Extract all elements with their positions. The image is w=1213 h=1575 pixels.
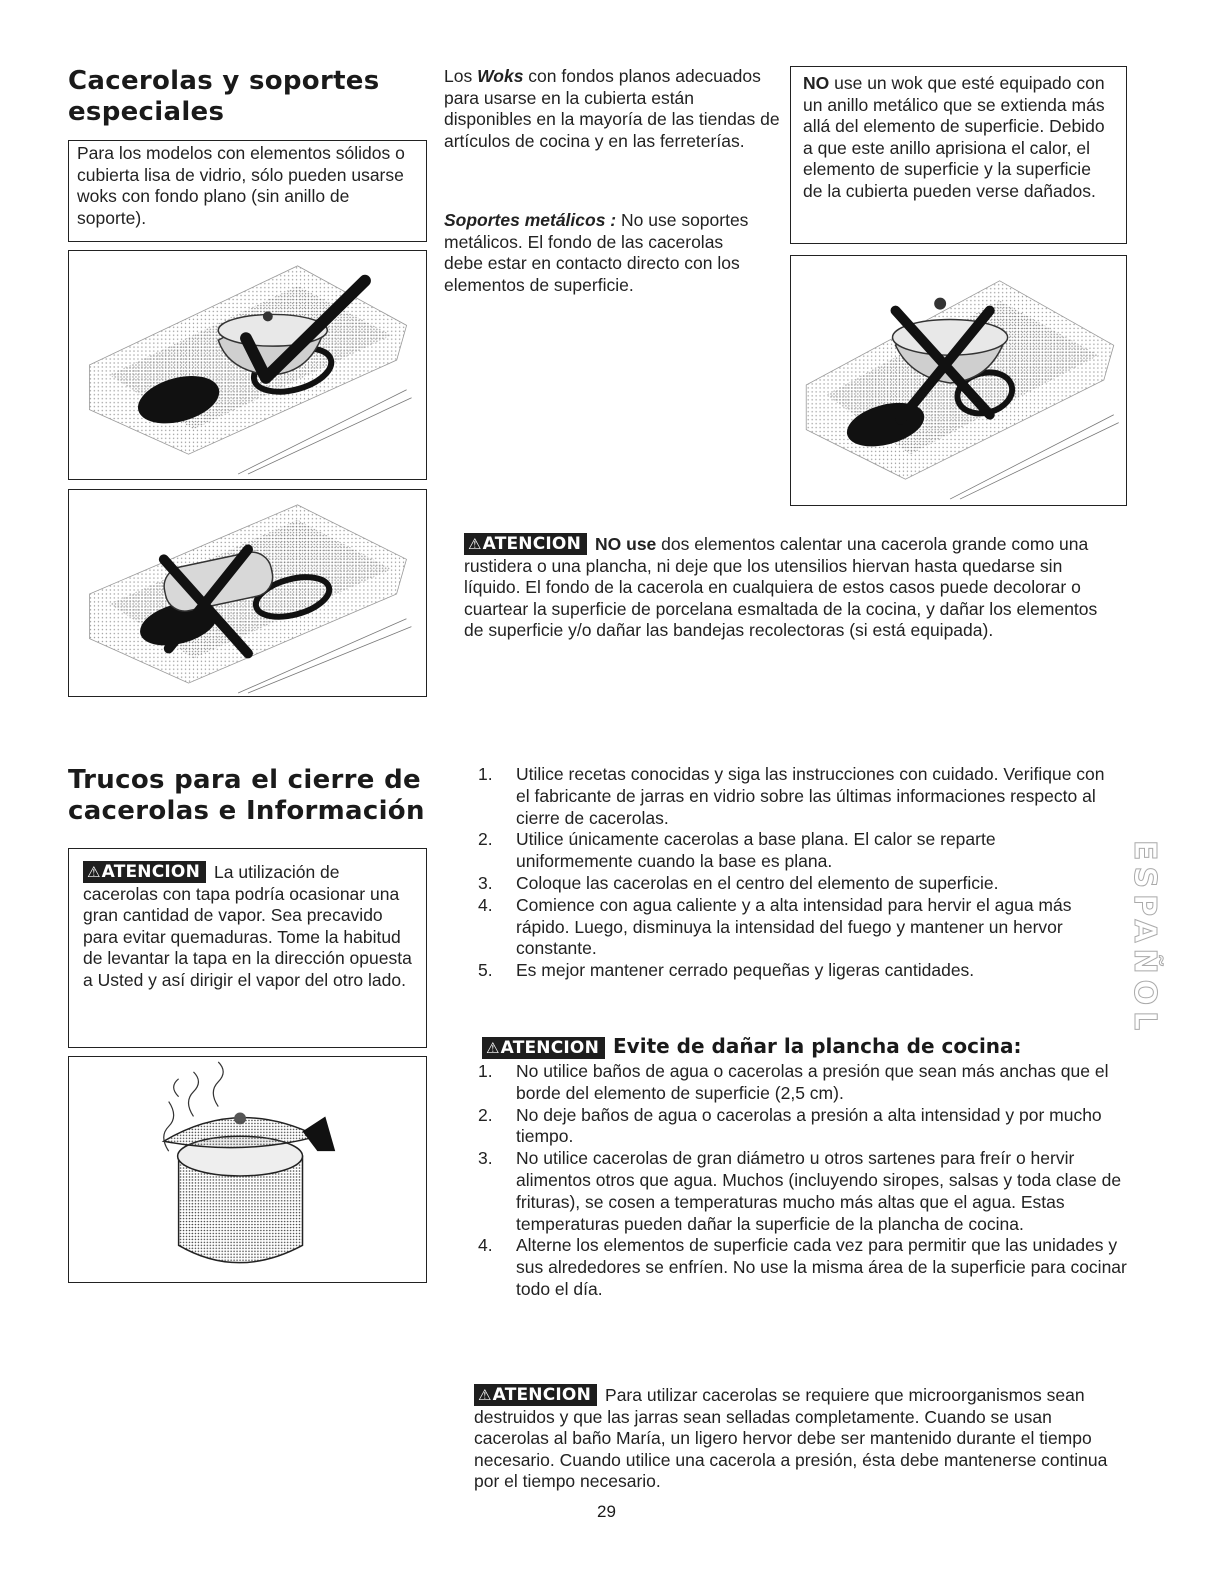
list-item-number: 2.	[478, 1104, 493, 1125]
warning-triangle-icon: ⚠	[87, 863, 101, 881]
list-item-number: 4.	[478, 894, 493, 915]
list-item	[472, 829, 1112, 873]
list-item-number: 2.	[478, 829, 493, 850]
avoid-damage-section	[472, 1034, 1132, 1301]
steaming-pot-illustration	[69, 1057, 426, 1282]
atencion-canning	[474, 1384, 1124, 1493]
atencion-badge	[474, 1384, 597, 1406]
list-item-text: Es mejor mantener cerrado pequeñas y ligeras cantidades.	[516, 960, 975, 981]
steam-warning-text: La utilización de cacerolas con tapa podría ocasionar una gran cantidad de vapor. Sea precavido para evitar quemaduras. Tome la habitud de levantar la tapa en la dirección opuesta a Usted y así dirigir el vapor del otro lado.	[83, 862, 412, 990]
text-prefix: Los	[444, 66, 478, 86]
list-item-text: Alterne los elementos de superficie cada vez para permitir que las unidades y sus alrededores se enfríen. No use la misma área de la superficie para cocinar todo el día.	[516, 1235, 1127, 1299]
title-line: cacerolas e Información	[68, 796, 425, 826]
atencion-badge	[464, 533, 587, 555]
list-item-number: 1.	[478, 1061, 493, 1081]
list-item-number: 3.	[478, 1148, 493, 1169]
damage-list	[472, 1061, 1132, 1301]
figure-roaster-incorrect	[68, 489, 427, 697]
list-item-number: 4.	[478, 1235, 493, 1256]
avoid-damage-heading: Evite de dañar la plancha de cocina:	[613, 1034, 1022, 1058]
list-item-text: Coloque las cacerolas en el centro del elemento de superficie.	[516, 872, 999, 893]
title-line: especiales	[68, 97, 225, 127]
list-item-text: Utilice recetas conocidas y siga las instrucciones con cuidado. Verifique con el fabricante de jarras en vidrio sobre las últimas informaciones respecto al cierre de cacerolas.	[516, 764, 1105, 828]
canning-tips-list	[472, 764, 1112, 982]
warning-triangle-icon: ⚠	[486, 1039, 500, 1057]
atencion-text: dos elementos calentar una cacerola grande como una rustidera o una plancha, ni deje que los utensilios hiervan hasta quedarse sin líquido. El fondo de la cacerola en cualquiera de estos casos puede decolorar o cuartear la superficie de porcelana esmaltada de la cocina, y dañar los elementos de superficie y/o dañar las bandejas recolectoras (si está equipada).	[464, 534, 1098, 640]
figure-wok-ring-incorrect	[790, 255, 1127, 506]
list-item	[472, 960, 1112, 982]
atencion-badge	[83, 861, 206, 883]
list-item-text: No deje baños de agua o cacerolas a presión a alta intensidad y por mucho tiempo.	[516, 1104, 1102, 1147]
warning-triangle-icon: ⚠	[468, 535, 482, 553]
cooktop-wok-check-illustration	[69, 251, 426, 479]
figure-wok-correct	[68, 250, 427, 480]
title-line: Trucos para el cierre de	[68, 765, 421, 795]
list-item	[472, 1148, 1132, 1235]
no-use-bold: NO use	[595, 534, 657, 554]
atencion-two-elements	[464, 533, 1114, 642]
list-item	[472, 895, 1112, 960]
section-title-canning-tips	[68, 765, 425, 827]
figure-steaming-pot	[68, 1056, 427, 1283]
list-item-number: 1.	[478, 764, 493, 784]
metal-supports-paragraph	[444, 210, 764, 296]
woks-text: con fondos planos adecuados para usarse en la cubierta están disponibles en la mayoría de las tiendas de artículos de cocina y en las ferreterías.	[444, 66, 780, 151]
no-word: NO	[803, 73, 830, 93]
woks-paragraph	[444, 66, 784, 152]
page-number: 29	[597, 1502, 616, 1521]
atencion-canning-text: Para utilizar cacerolas se requiere que microorganismos sean destruidos y que las jarras sean selladas completamente. Cuando se usan cacerolas al baño María, un ligero hervor debe ser mantenido durante el tiempo necesario. Cuando utilice una cacerola a presión, ésta debe mantenerse continua por el tiempo necesario.	[474, 1385, 1108, 1491]
info-box-text: Para los modelos con elementos sólidos o cubierta lisa de vidrio, sólo pueden usarse woks con fondo plano (sin anillo de soporte).	[77, 143, 405, 228]
list-item	[472, 873, 1112, 895]
language-side-tab: ESPAÑOL	[1127, 840, 1162, 1037]
list-item	[472, 1061, 1132, 1105]
woks-term: Woks	[477, 66, 524, 86]
badge-label: ATENCION	[492, 1385, 592, 1405]
atencion-badge	[482, 1037, 605, 1059]
list-item-text: No utilice baños de agua o cacerolas a presión que sean más anchas que el borde del elemento de superficie (2,5 cm).	[516, 1061, 1109, 1103]
title-line: Cacerolas y soportes	[68, 66, 380, 96]
section-title-special-pans	[68, 66, 380, 128]
list-item-number: 5.	[478, 960, 493, 981]
steam-warning-box	[68, 848, 427, 1048]
metal-supports-label: Soportes metálicos :	[444, 210, 617, 230]
list-item	[472, 764, 1112, 829]
list-item-text: Utilice únicamente cacerolas a base plana. El calor se reparte uniformemente cuando la base es plana.	[516, 829, 996, 872]
wok-ring-warning-box	[790, 66, 1127, 244]
list-item	[472, 1235, 1132, 1300]
tips-list	[472, 764, 1112, 982]
badge-label: ATENCION	[482, 534, 582, 554]
badge-label: ATENCION	[101, 862, 201, 882]
list-item-text: No utilice cacerolas de gran diámetro u otros sartenes para freír o hervir alimentos otros que agua. Muchos (incluyendo siropes, salsas y toda clase de frituras), se cosen a temperaturas mucho más altas que el agua. Estas temperaturas pueden dañar la superficie de la plancha de cocina.	[516, 1148, 1122, 1234]
badge-label: ATENCION	[500, 1038, 600, 1058]
list-item-number: 3.	[478, 872, 493, 893]
avoid-damage-heading-row	[482, 1034, 1132, 1059]
info-box-solid-elements	[68, 140, 427, 242]
cooktop-roaster-x-illustration	[69, 490, 426, 696]
list-item	[472, 1105, 1132, 1149]
wok-ring-warning-text: use un wok que esté equipado con un anillo metálico que se extienda más allá del elemento de superficie. Debido a que este anillo aprisiona el calor, el elemento de superficie y la superficie de la cubierta pueden verse dañados.	[803, 73, 1105, 201]
metal-supports-text: No use soportes metálicos. El fondo de las cacerolas debe estar en contacto directo con los elementos de superficie.	[444, 210, 749, 295]
cooktop-wok-ring-x-illustration	[791, 256, 1126, 505]
list-item-text: Comience con agua caliente y a alta intensidad para hervir el agua más rápido. Luego, disminuya la intensidad del fuego y mantener un hervor constante.	[516, 894, 1072, 959]
warning-triangle-icon: ⚠	[478, 1386, 492, 1404]
